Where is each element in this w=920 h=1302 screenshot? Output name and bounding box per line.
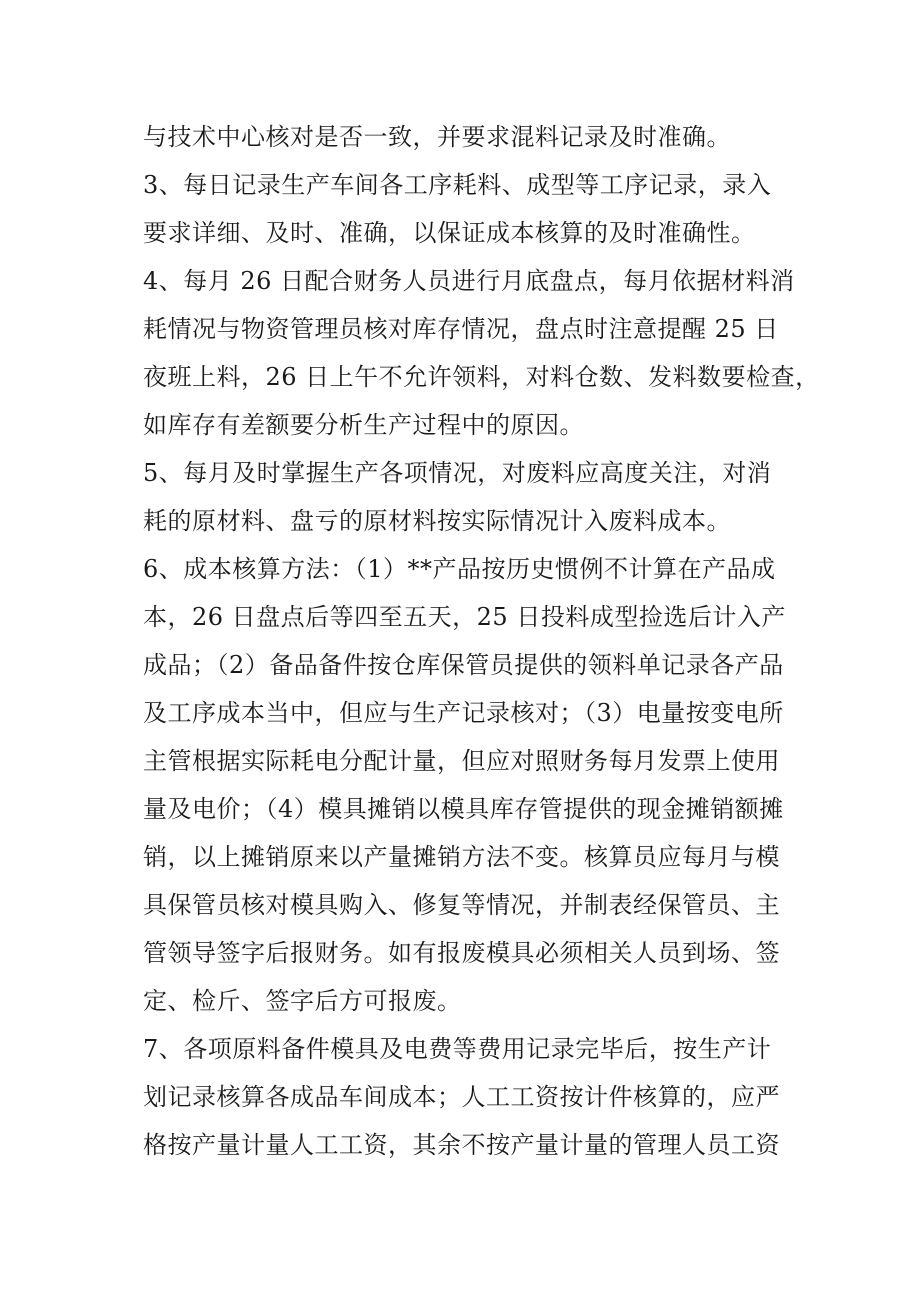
text-line: 如库存有差额要分析生产过程中的原因。 <box>143 411 584 439</box>
text-line: 5、每月及时掌握生产各项情况，对废料应高度关注，对消 <box>143 459 772 487</box>
text-line: 具保管员核对模具购入、修复等情况，并制表经保管员、主 <box>143 891 780 919</box>
text-line: 及工序成本当中，但应与生产记录核对；（3）电量按变电所 <box>143 699 784 727</box>
text-line: 7、各项原料备件模具及电费等费用记录完毕后，按生产计 <box>143 1035 772 1063</box>
text-line: 耗情况与物资管理员核对库存情况，盘点时注意提醒 25 日 <box>143 315 779 343</box>
text-line: 成品；（2）备品备件按仓库保管员提供的领料单记录各产品 <box>143 651 784 679</box>
text-line: 夜班上料，26 日上午不允许领料，对料仓数、发料数要检查， <box>143 363 820 391</box>
text-line: 6、成本核算方法：（1）**产品按历史惯例不计算在产品成 <box>143 555 776 583</box>
text-line: 划记录核算各成品车间成本；人工工资按计件核算的，应严 <box>143 1083 780 1111</box>
text-line: 3、每日记录生产车间各工序耗料、成型等工序记录，录入 <box>143 171 772 199</box>
text-line: 管领导签字后报财务。如有报废模具必须相关人员到场、签 <box>143 939 780 967</box>
text-line: 销，以上摊销原来以产量摊销方法不变。核算员应每月与模 <box>143 843 780 871</box>
text-line: 4、每月 26 日配合财务人员进行月底盘点，每月依据材料消 <box>143 267 795 295</box>
text-line: 格按产量计量人工工资，其余不按产量计量的管理人员工资 <box>143 1131 780 1159</box>
text-line: 主管根据实际耗电分配计量，但应对照财务每月发票上使用 <box>143 747 780 775</box>
text-line: 定、检斤、签字后方可报废。 <box>143 987 462 1015</box>
document-body <box>143 113 820 1169</box>
text-line: 耗的原材料、盘亏的原材料按实际情况计入废料成本。 <box>143 507 731 535</box>
text-line: 量及电价；（4）模具摊销以模具库存管提供的现金摊销额摊 <box>143 795 784 823</box>
text-line: 与技术中心核对是否一致，并要求混料记录及时准确。 <box>143 123 731 151</box>
text-line: 要求详细、及时、准确，以保证成本核算的及时准确性。 <box>143 219 756 247</box>
text-line: 本，26 日盘点后等四至五天，25 日投料成型捡选后计入产 <box>143 603 786 631</box>
